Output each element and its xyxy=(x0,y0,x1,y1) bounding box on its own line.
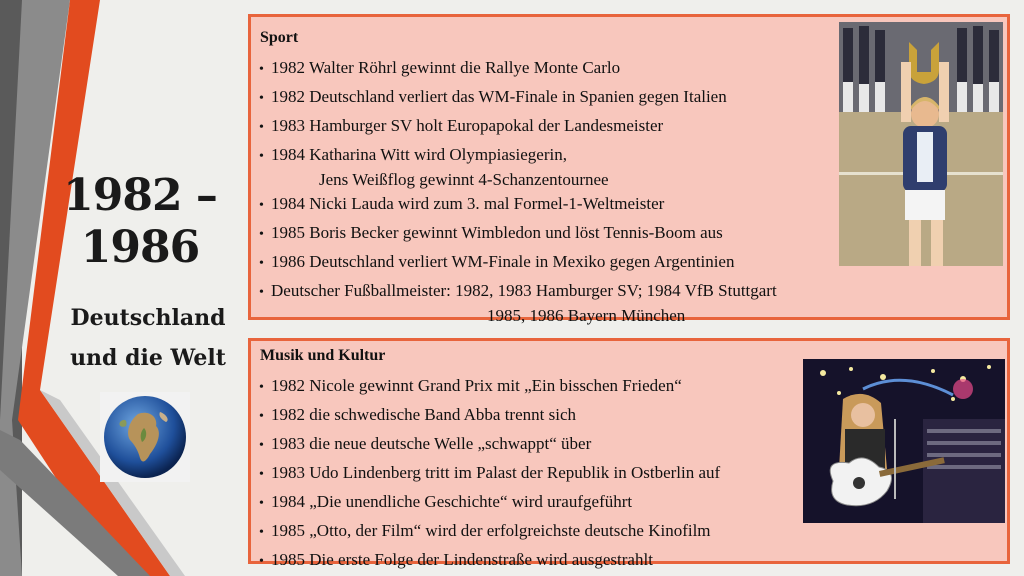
singer-guitar-photo xyxy=(803,359,1005,523)
tennis-champion-photo xyxy=(839,22,1003,266)
list-item: • 1982 Nicole gewinnt Grand Prix mit „Ein bisschen Frieden“ xyxy=(259,376,682,395)
list-item: • 1985 „Otto, der Film“ wird der erfolgreichste deutsche Kinofilm xyxy=(259,521,711,540)
year-line-1: 1982 – xyxy=(63,170,217,221)
subtitle-line-2: und die Welt xyxy=(70,345,226,371)
list-item: • 1983 die neue deutsche Welle „schwappt“ über xyxy=(259,434,592,453)
music-list xyxy=(259,372,720,575)
list-item-continuation: 1985, 1986 Bayern München xyxy=(487,306,686,325)
list-item: • 1982 die schwedische Band Abba trennt sich xyxy=(259,405,576,424)
list-item: • 1986 Deutschland verliert WM-Finale in Mexiko gegen Argentinien xyxy=(259,252,735,271)
music-panel xyxy=(248,338,1010,569)
year-range-title xyxy=(40,170,240,274)
music-heading: Musik und Kultur xyxy=(260,347,386,364)
decorative-stripes xyxy=(0,0,200,576)
list-item: • 1982 Walter Röhrl gewinnt die Rallye Monte Carlo xyxy=(259,58,621,77)
subtitle xyxy=(48,298,248,378)
subtitle-line-1: Deutschland xyxy=(70,305,226,331)
sport-list xyxy=(259,54,777,326)
list-item: • 1985 Boris Becker gewinnt Wimbledon und löst Tennis-Boom aus xyxy=(259,223,723,242)
list-item: • 1985 Die erste Folge der Lindenstraße wird ausgestrahlt xyxy=(259,550,653,569)
list-item-continuation: Jens Weißflog gewinnt 4-Schanzentournee xyxy=(319,170,609,189)
list-item: • 1983 Udo Lindenberg tritt im Palast der Republik in Ostberlin auf xyxy=(259,463,721,482)
list-item: • 1984 „Die unendliche Geschichte“ wird uraufgeführt xyxy=(259,492,633,511)
sport-panel xyxy=(248,14,1010,325)
list-item: • 1984 Katharina Witt wird Olympiasiegerin, Jens Weißflog gewinnt 4-Schanzentournee xyxy=(259,141,777,190)
list-item: • 1984 Nicki Lauda wird zum 3. mal Formel-1-Weltmeister xyxy=(259,194,665,213)
list-item: • Deutscher Fußballmeister: 1982, 1983 Hamburger SV; 1984 VfB Stuttgart 1985, 1986 Bayern München xyxy=(259,281,777,325)
globe-image xyxy=(100,392,190,482)
sport-heading: Sport xyxy=(260,29,299,46)
year-line-2: 1986 xyxy=(80,222,200,273)
list-item: • 1982 Deutschland verliert das WM-Finale in Spanien gegen Italien xyxy=(259,87,727,106)
list-item: • 1983 Hamburger SV holt Europapokal der Landesmeister xyxy=(259,116,664,135)
